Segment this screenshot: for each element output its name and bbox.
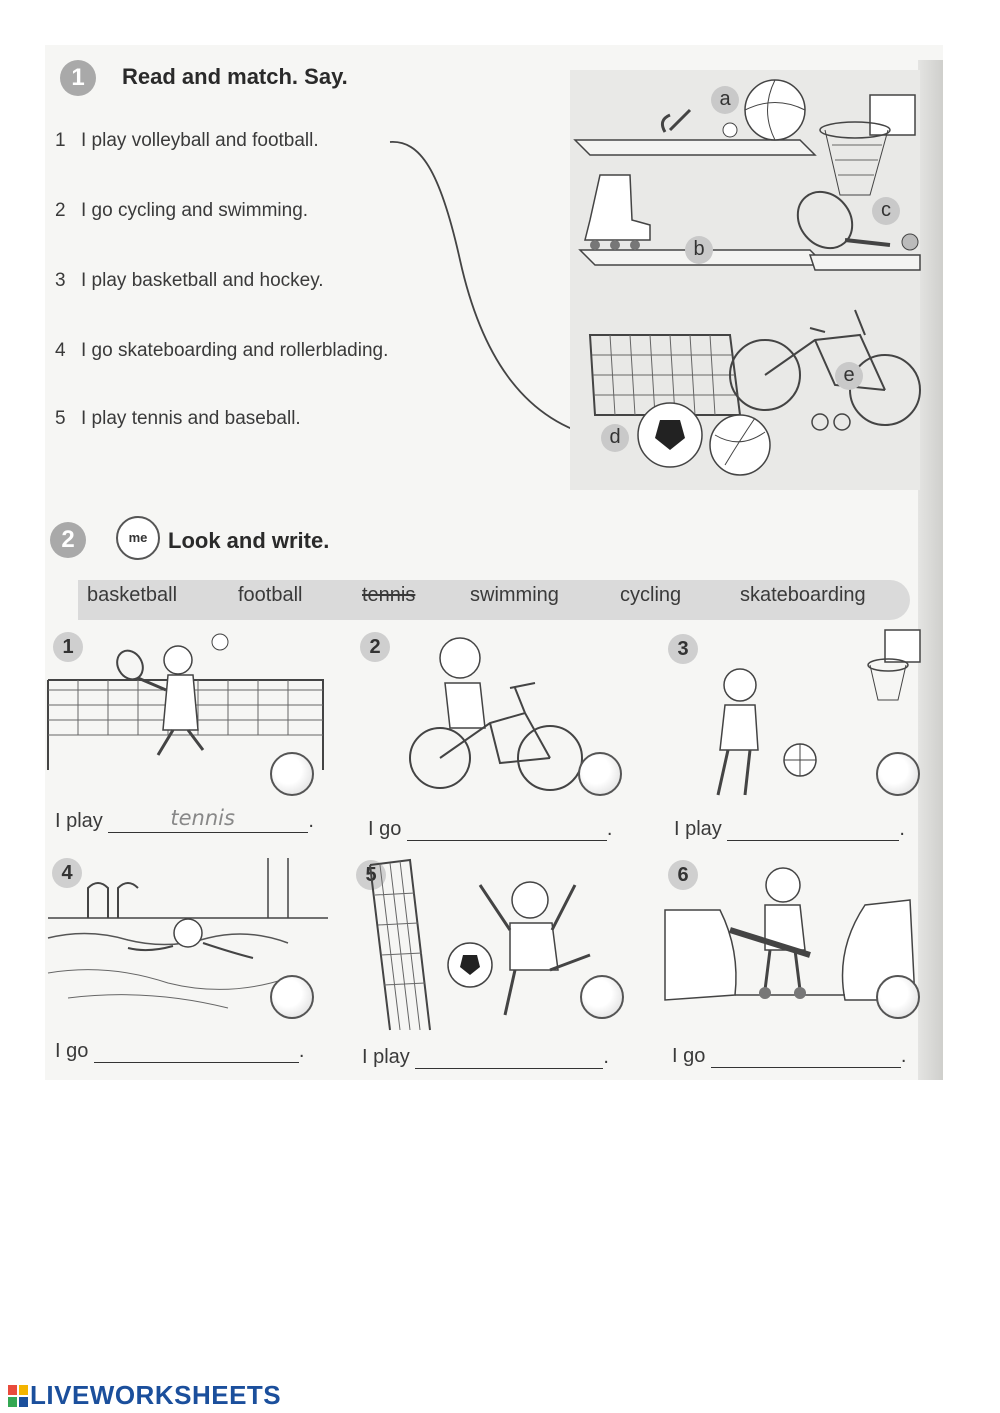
panel-1-number: 1 (53, 632, 83, 662)
answer-line-3: I play . (674, 818, 905, 840)
panel-2-number: 2 (360, 632, 390, 662)
answer-prefix: I go (672, 1045, 706, 1067)
sentence-number: 2 (55, 200, 66, 221)
sentence-text: I play tennis and baseball. (81, 408, 301, 429)
football-girl-illustration (360, 855, 620, 1035)
answer-line-2: I go . (368, 818, 613, 840)
answer-prefix: I play (362, 1046, 410, 1068)
answer-input-2[interactable] (407, 818, 607, 841)
exercise-1-heading: Read and match. Say. (122, 64, 348, 89)
answer-check-circle-2[interactable] (578, 752, 622, 796)
sentence-text: I go skateboarding and rollerblading. (81, 340, 389, 361)
sentence-number: 3 (55, 270, 66, 291)
word-bank-item: skateboarding (740, 584, 866, 606)
answer-text: tennis (170, 806, 235, 830)
liveworksheets-logo[interactable] (8, 1380, 281, 1411)
answer-input-5[interactable] (415, 1046, 603, 1069)
picture-label-d: d (601, 424, 629, 452)
answer-prefix: I go (368, 818, 402, 840)
answer-prefix: I play (674, 818, 722, 840)
picture-label-c: c (872, 197, 900, 225)
answer-check-circle-6[interactable] (876, 975, 920, 1019)
word-bank-item: cycling (620, 584, 682, 606)
word-bank-item-struck: tennis (362, 584, 416, 606)
answer-prefix: I go (55, 1040, 89, 1062)
answer-check-circle-3[interactable] (876, 752, 920, 796)
word-bank-item: basketball (87, 584, 178, 606)
answer-check-circle-5[interactable] (580, 975, 624, 1019)
exercise-2-heading: Look and write. (168, 528, 330, 553)
picture-label-a: a (711, 86, 739, 114)
panel-6-number: 6 (668, 860, 698, 890)
me-badge-icon: me (116, 516, 160, 560)
answer-input-6[interactable] (711, 1045, 901, 1068)
panel-5-number: 5 (356, 860, 386, 890)
panel-4-number: 4 (52, 858, 82, 888)
answer-input-3[interactable] (727, 818, 899, 841)
answer-line-6: I go . (672, 1045, 907, 1067)
word-bank-item: swimming (470, 584, 559, 606)
answer-line-4: I go . (55, 1040, 305, 1062)
cycling-girl-illustration (405, 628, 585, 798)
logo-text: LIVEWORKSHEETS (30, 1380, 282, 1410)
sentence-text: I go cycling and swimming. (81, 200, 309, 221)
sentence-text: I play volleyball and football. (81, 130, 319, 151)
panel-3-number: 3 (668, 634, 698, 664)
picture-label-b: b (685, 236, 713, 264)
answer-input-4[interactable] (94, 1040, 299, 1063)
picture-label-e: e (835, 362, 863, 390)
exercise-2-number: 2 (50, 522, 86, 558)
answer-check-circle-1[interactable] (270, 752, 314, 796)
answer-input-1[interactable] (108, 806, 308, 833)
sentence-number: 1 (55, 130, 66, 151)
answer-prefix: I play (55, 810, 103, 832)
sentence-number: 4 (55, 340, 66, 361)
answer-line-1: I play tennis . (55, 806, 314, 832)
sentence-text: I play basketball and hockey. (81, 270, 324, 291)
liveworksheets-logo-icon (8, 1385, 28, 1407)
sentence-number: 5 (55, 408, 66, 429)
answer-line-5: I play . (362, 1046, 609, 1068)
exercise-1-number: 1 (60, 60, 96, 96)
word-bank-item: football (238, 584, 303, 606)
answer-check-circle-4[interactable] (270, 975, 314, 1019)
